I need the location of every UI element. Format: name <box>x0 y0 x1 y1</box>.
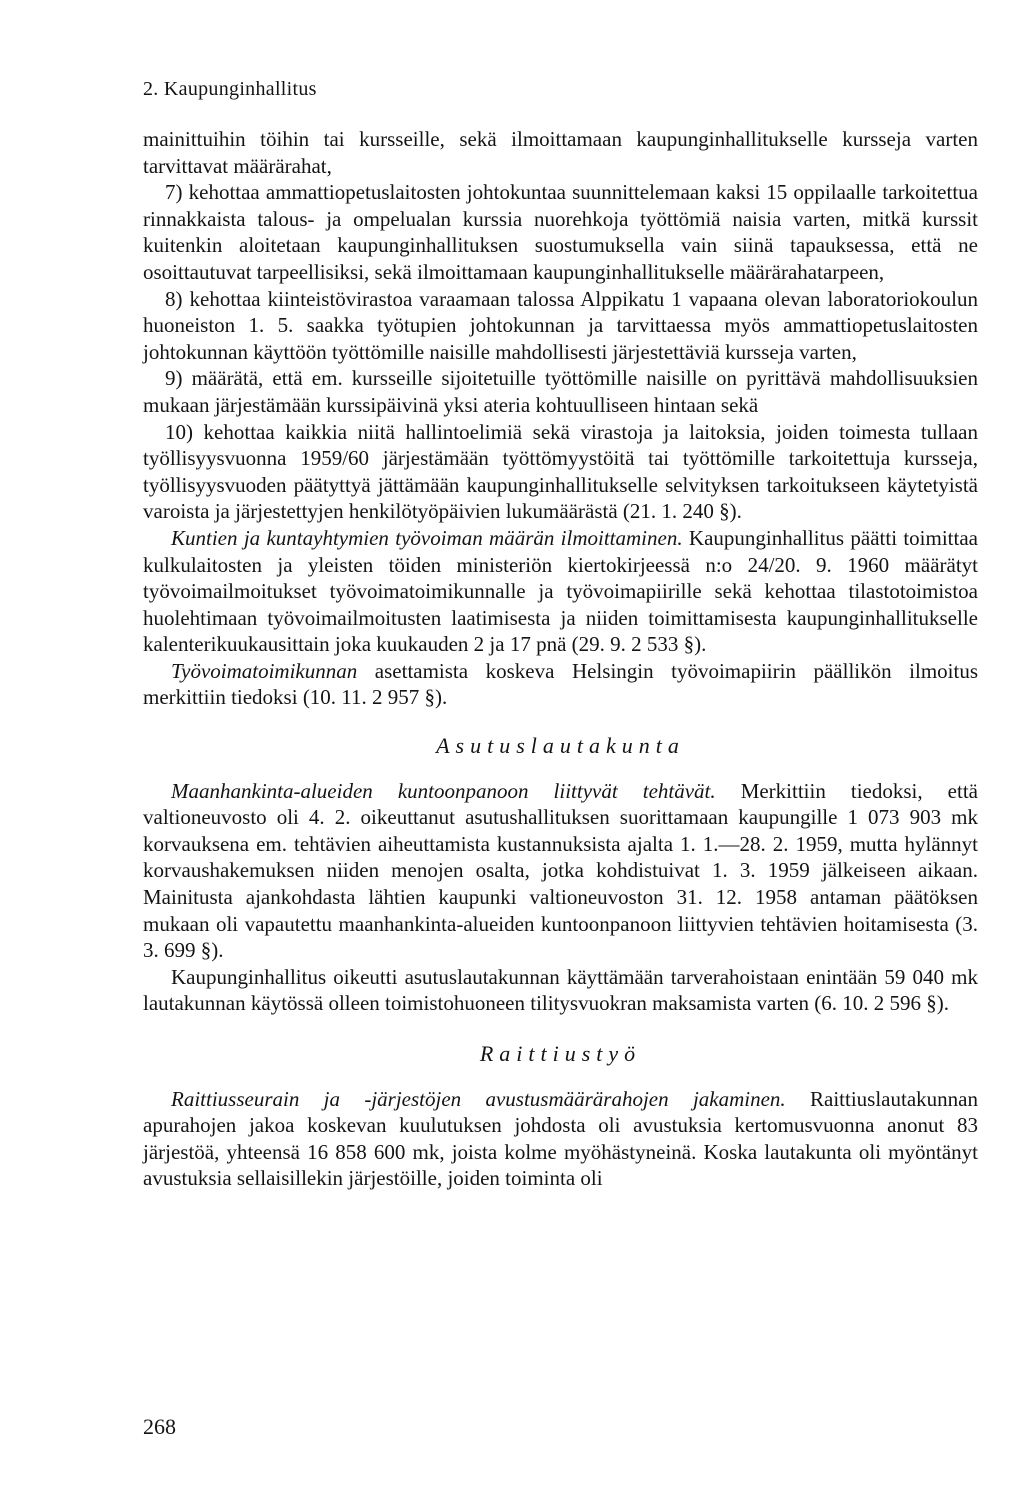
list-item-9 <box>143 365 978 418</box>
list-item-8 <box>143 286 978 366</box>
paragraph-lead: Työvoimatoimikunnan <box>171 658 358 683</box>
paragraph-text: Kaupunginhallitus oikeutti asutuslautakunnan käyttämään tarverahoistaan enintään 59 040 mk lautakunnan käytössä olleen toimistohuoneen tilitysvuokran maksamista varten (6. 10. 2 596 §). <box>143 964 978 1016</box>
paragraph-lead: Raittiusseurain ja -järjestöjen avustusmäärärahojen jakaminen. <box>171 1086 786 1111</box>
paragraph-office-rent <box>143 964 978 1017</box>
section-heading-asutuslautakunta: Asutuslautakunta <box>436 733 685 759</box>
paragraph-text: Kaupunginhallitus päätti toimittaa kulkulaitosten ja yleisten töiden ministeriön kiertokirjeessä n:o 24/20. 9. 1960 määrätyt työvoimailmoitukset työvoimatoimikunnalle ja työvoimapiirille sekä kehottaa tilastotoimistoa huolehtimaan työvoimailmoitusten laatimisesta ja niiden toimittamisesta kaupunginhallitukselle kalenterikuukausittain joka kuukauden 2 ja 17 pnä (29. 9. 2 533 §). <box>143 525 978 657</box>
paragraph-text: Raittiuslautakunnan apurahojen jakoa koskevan kuulutuksen johdosta oli avustuksia kertomusvuonna anonut 83 järjestöä, yhteensä 16 858 600 mk, joista kolme myöhästyneinä. Koska lautakunta oli myöntänyt avustuksia sellaisillekin järjestöille, joiden toiminta oli <box>143 1086 978 1191</box>
paragraph-labor-committee <box>143 658 978 711</box>
paragraph-text: 9) määrätä, että em. kursseille sijoitetuille työttömille naisille on pyrittävä mahdollisuuksien mukaan järjestämään kurssipäivinä yksi ateria kohtuulliseen hintaan sekä <box>143 366 978 417</box>
paragraph-lead: Kuntien ja kuntayhtymien työvoiman määrän ilmoittaminen. <box>171 525 683 550</box>
paragraph-labor-notification <box>143 525 978 658</box>
paragraph-text: asettamista koskeva Helsingin työvoimapiirin päällikön ilmoitus merkittiin tiedoksi (10. 11. 2 957 §). <box>143 658 978 710</box>
paragraph-land-acquisition <box>143 778 978 964</box>
paragraph-lead: Maanhankinta-alueiden kuntoonpanoon liittyvät tehtävät. <box>171 778 716 803</box>
paragraph-text: mainittuihin töihin tai kursseille, sekä ilmoittamaan kaupunginhallitukselle kursseja varten tarvittavat määrärahat, <box>143 127 978 178</box>
page-number: 268 <box>143 1414 176 1439</box>
body-text <box>143 126 978 1192</box>
paragraph-continuation <box>143 126 978 179</box>
list-item-7 <box>143 179 978 285</box>
paragraph-temperance-grants <box>143 1086 978 1192</box>
paragraph-text: 10) kehottaa kaikkia niitä hallintoelimiä sekä virastoja ja laitoksia, joiden toimesta tullaan työllisyysvuonna 1959/60 järjestämään työttömyystöitä tai työttömille tarkoitettuja kursseja, työllisyysvuoden päätyttyä jättämään kaupunginhallitukselle selvityksen tarkoitukseen käytetyistä varoista ja järjestettyjen henkilötyöpäivien lukumäärästä (21. 1. 240 §). <box>143 419 978 524</box>
paragraph-text: Merkittiin tiedoksi, että valtioneuvosto oli 4. 2. oikeuttanut asutushallituksen suorittamaan kaupungille 1 073 903 mk korvauksena em. tehtävien aiheuttamista kustannuksista ajalta 1. 1.—28. 2. 1959, mutta hylännyt korvaushakemuksen niiden menojen osalta, jotka kohdistuivat 1. 3. 1959 jälkeiseen aikaan. Mainitusta ajankohdasta lähtien kaupunki valtioneuvoston 31. 12. 1958 antaman päätöksen mukaan oli vapautettu maanhankinta-alueiden kuntoonpanoon liittyvien tehtävien hoitamisesta (3. 3. 699 §). <box>143 778 978 963</box>
paragraph-text: 8) kehottaa kiinteistövirastoa varaamaan talossa Alppikatu 1 vapaana olevan laboratoriokoulun huoneiston 1. 5. saakka työtupien johtokunnan ja tarvittaessa myös ammattiopetuslaitosten johtokunnan käyttöön työttömille naisille mahdollisesti järjestettäviä kursseja varten, <box>143 286 978 364</box>
paragraph-text: 7) kehottaa ammattiopetuslaitosten johtokuntaa suunnittelemaan kaksi 15 oppilaalle tarkoitettua rinnakkaista talous- ja ompelualan kurssia nuorehkoja työttömiä naisia varten, mitkä kurssit kuitenkin aloitetaan kaupunginhallituksen suostumuksella vain siinä tapauksessa, että ne osoittautuvat tarpeellisiksi, sekä ilmoittamaan kaupunginhallitukselle määrärahatarpeen, <box>143 180 978 284</box>
list-item-10 <box>143 419 978 525</box>
running-head: 2. Kaupunginhallitus <box>143 78 317 100</box>
section-heading-raittiustyo: Raittiustyö <box>479 1041 642 1066</box>
